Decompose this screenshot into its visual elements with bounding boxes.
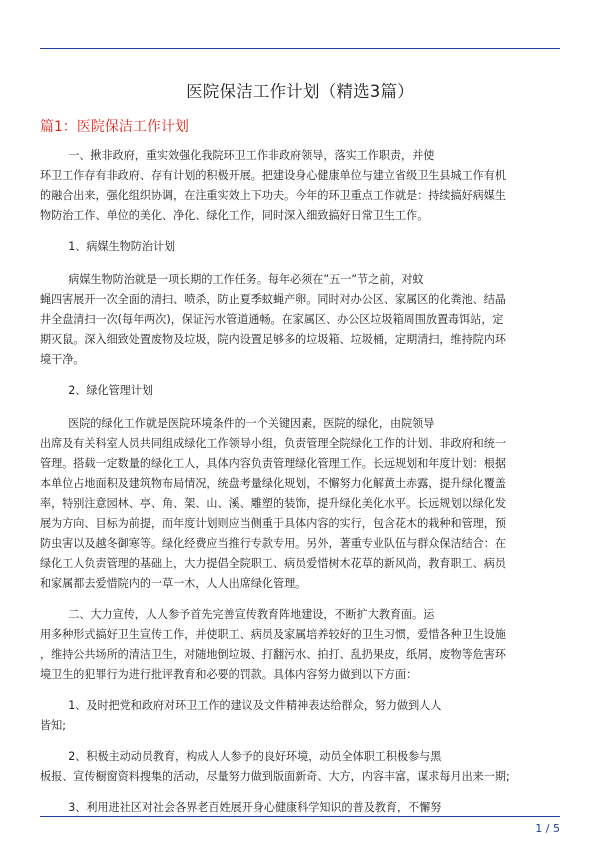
- list-item: 2、积极主动动员教育，构成人人参予的良好环境，动员全体职工积极参与黑 板报、宣传橱窗资料搜集的活动，尽量努力做到版面新奇、大方，内容丰富，谋求每月出来一期;: [40, 750, 510, 783]
- list-item: 3、利用进社区对社会各界老百姓展开身心健康科学知识的普及教育，不懈努: [40, 801, 442, 814]
- paragraph: 病媒生物防治就是一项长期的工作任务。每年必须在”五一”节之前，对蚊 蝇四害展开一次全面的清扫、喷杀，防止夏季蚊蝇产卵。同时对办公区、家属区的化粪池、结晶 井全盘清扫一次(每年两次)，保证污水管道通畅。在家属区、办公区垃圾箱周围放置毒饵站，定 期灭鼠。深入细致处置废物及垃圾，院内设置足够多的垃圾箱、垃圾桶，定期清扫，维持院内环 境干净。: [40, 273, 506, 366]
- page-indicator: 1 / 5: [535, 822, 560, 835]
- list-item: 1、及时把党和政府对环卫工作的建议及文件精神表达给群众，努力做到人人 皆知;: [40, 699, 442, 732]
- document-body: [40, 146, 560, 829]
- subheading: 1、病媒生物防治计划: [40, 240, 176, 253]
- document-title: 医院保洁工作计划（精选3篇）: [186, 82, 414, 101]
- footer-rule: [40, 816, 560, 817]
- paragraph: 一、揪非政府，重实效强化我院环卫工作非政府领导，落实工作职责，并使 环卫工作存有非政府、存有计划的积极开展。把建设身心健康单位与建立省级卫生县城工作有机 的融合出来，强化组织协调，在注重实效上下功夫。今年的环卫重点工作就是：持续搞好病媒生 物防治工作、单位的美化、净化、绿化工作，同时深入细致搞好日常卫生工作。: [40, 149, 506, 222]
- subheading: 2、绿化管理计划: [40, 384, 153, 397]
- paragraph: 二、大力宣传，人人参予首先完善宣传教育阵地建设，不断扩大教育面。运 用多种形式搞好卫生宣传工作，并使职工、病员及家属培养较好的卫生习惯，爱惜各种卫生设施 ，维持公共场所的清洁卫生，对随地倒垃圾、打翻污水、拍打、乱扔果皮，纸屑，废物等危害环 境卫生的犯罪行为进行批评教育和必要的罚款。具体内容努力做到以下方面：: [40, 608, 506, 681]
- section-heading: 篇1：医院保洁工作计划: [40, 119, 189, 135]
- paragraph: 医院的绿化工作就是医院环境条件的一个关键因素，医院的绿化，由院领导 出席及有关科室人员共同组成绿化工作领导小组，负责管理全院绿化工作的计划、非政府和统一 管理。搭载一定数量的绿化工人，具体内容负责管理绿化管理工作。长远规划和年度计划：根据 本单位占地面积及建筑物布局情况，统盘考量绿化规划，不懈努力化解黄土赤露，提升绿化覆盖 率，特别注意园林、亭、角、架、山、溪、雕塑的装饰，提升绿化美化水平。长远规划以绿化发 展为方向、目标为前提，而年度计划则应当侧重于具体内容的实行，包含花木的栽种和管理，预 防虫害以及越冬御寒等。绿化经费应当推行专款专用。另外，著重专业队伍与群众保洁结合：在 绿化工人负责管理的基础上，大力提倡全院职工、病员爱惜树木花草的新风尚，教育职工、病员 和家属都去爱惜院内的一草一木，人人出席绿化管理。: [40, 417, 506, 590]
- header-rule: [40, 48, 560, 49]
